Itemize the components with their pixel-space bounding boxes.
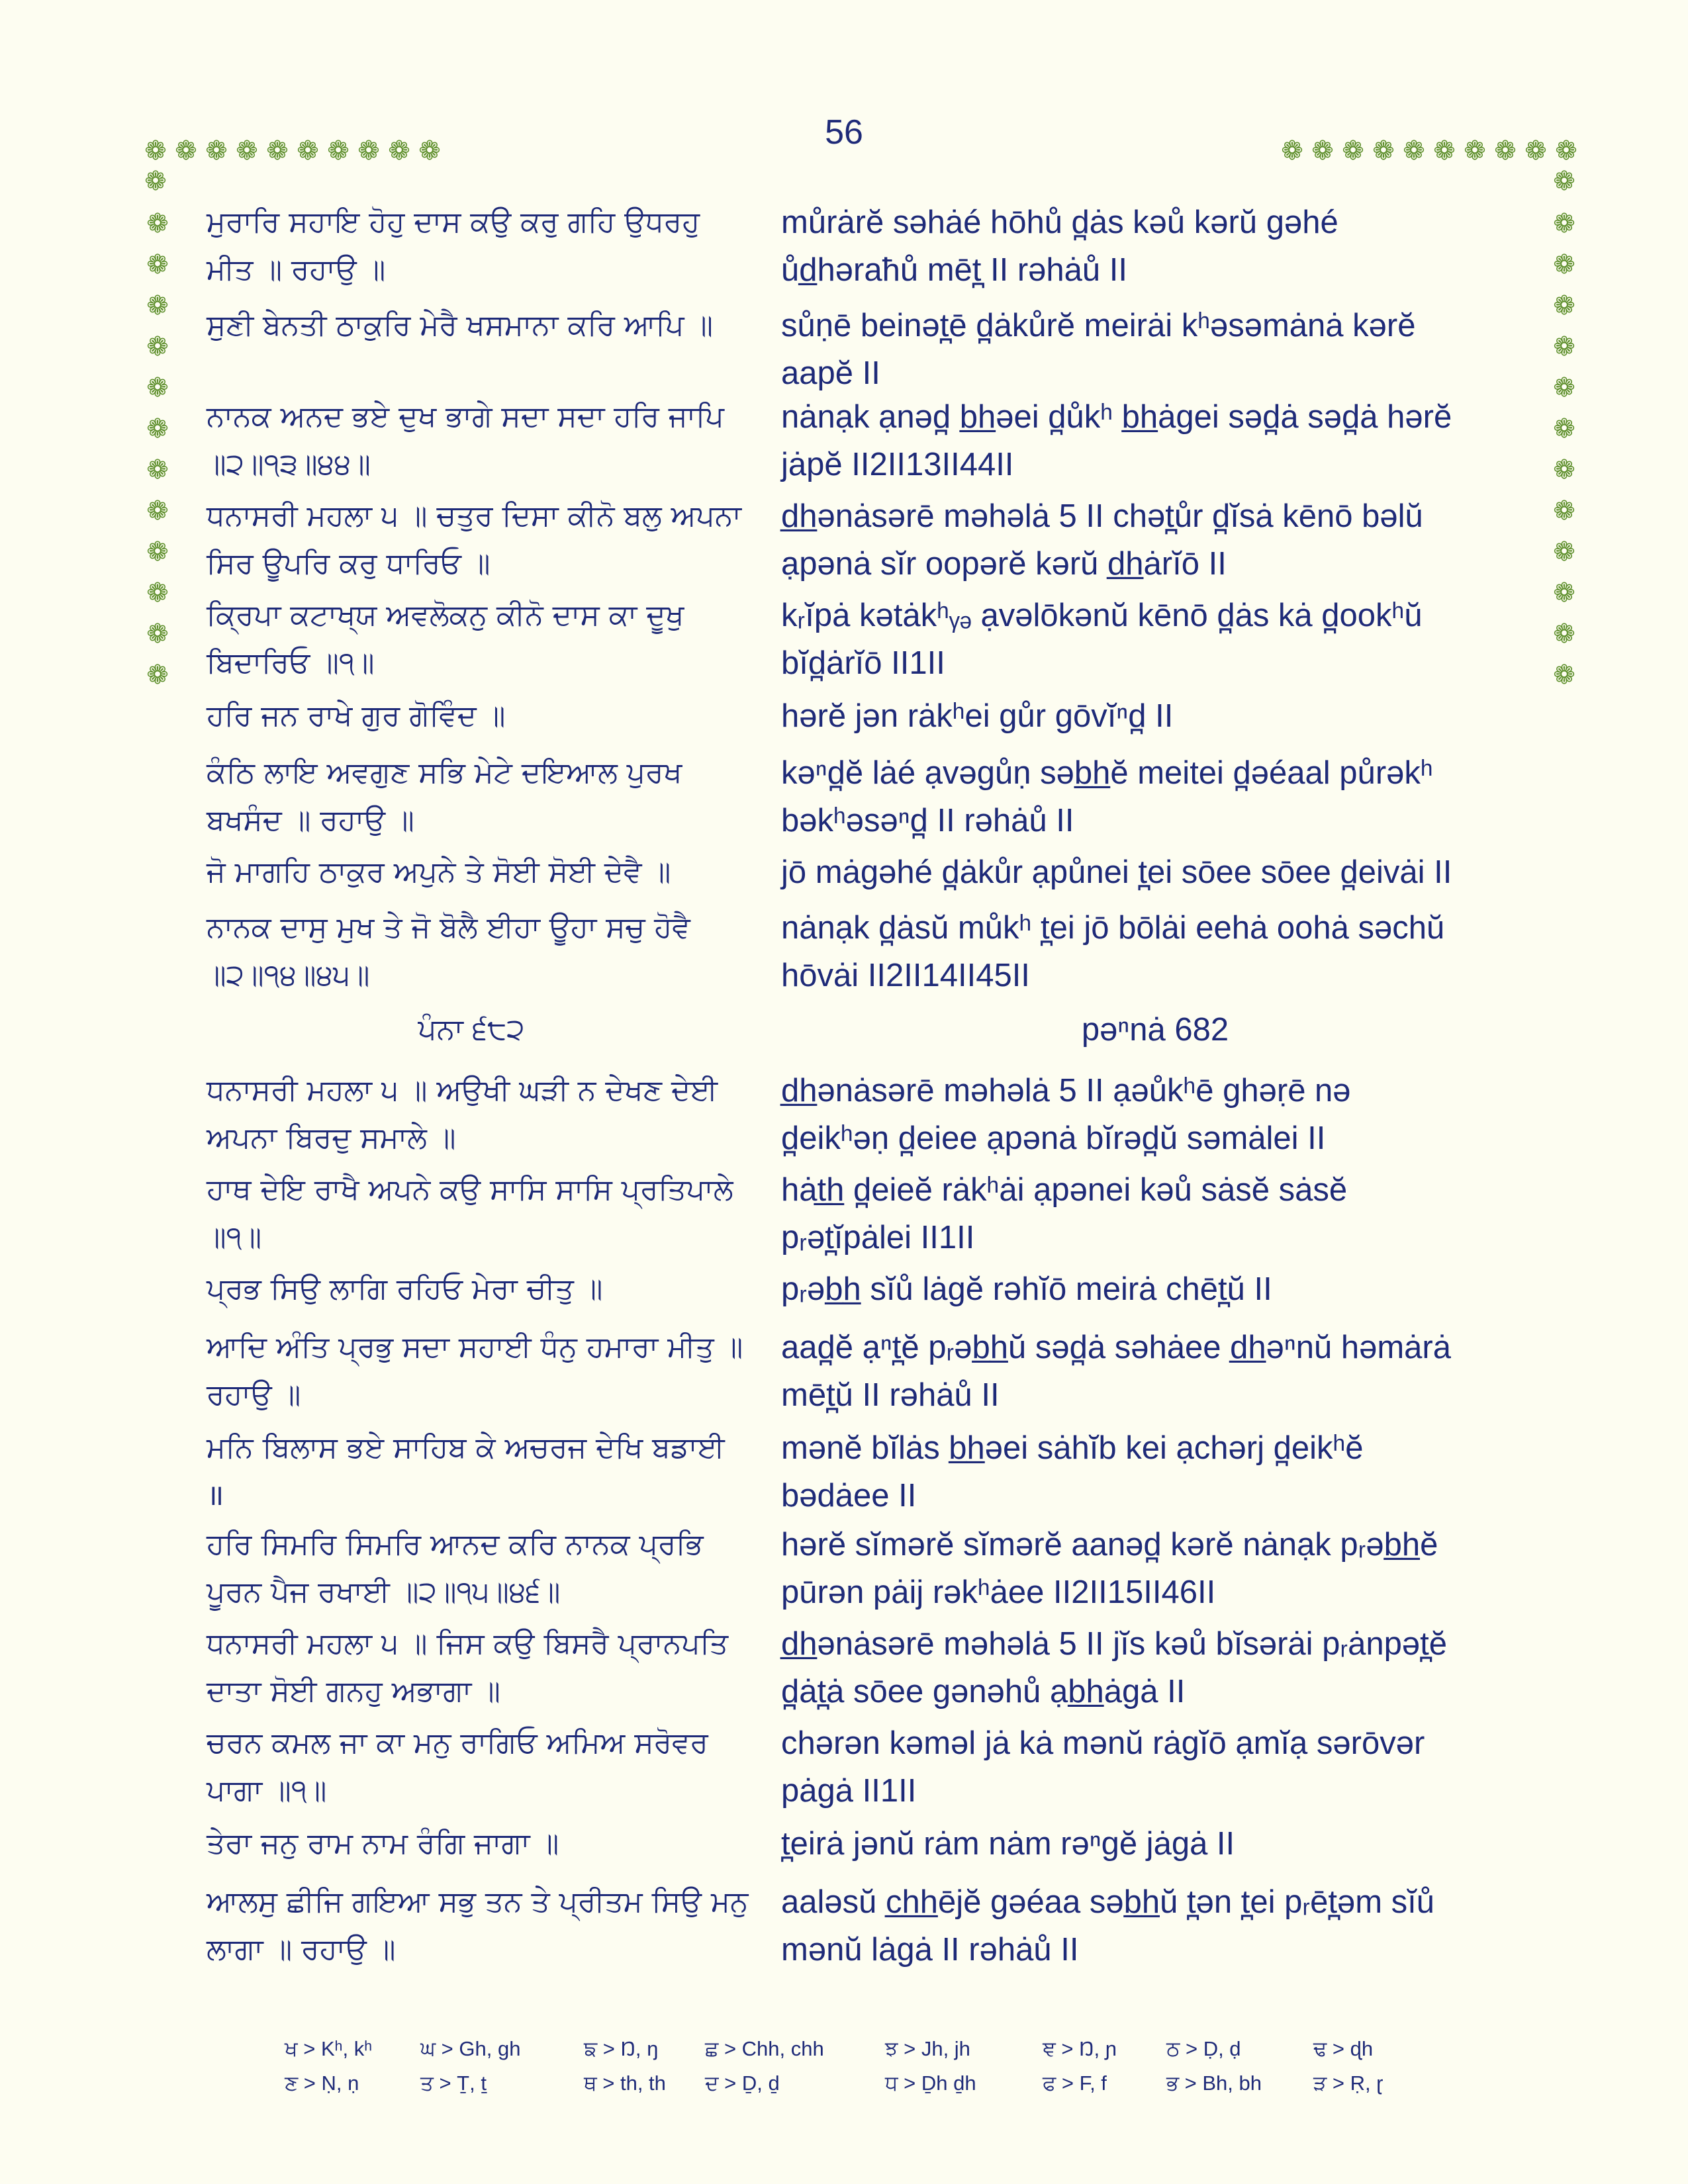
flower-ornament-icon: ❁ [1553, 250, 1575, 280]
transliteration-line: kᵣĭpȧ kətȧkʰᵧₔ ạvəlōkənŭ kēnō d̪ȧs kȧ d̪ookʰŭ [781, 598, 1423, 633]
flower-ornament-icon: ❁ [418, 136, 441, 166]
flower-ornament-icon: ❁ [327, 136, 350, 166]
gurmukhi-line: ਬਖਸੰਦ ॥ ਰਹਾਉ ॥ [207, 803, 414, 837]
key-entry: ਭ > Bh, bh [1166, 2071, 1262, 2095]
gurmukhi-line: ॥੧॥ [207, 1220, 262, 1254]
key-entry: ੜ > Ṛ, ɽ [1313, 2071, 1383, 2095]
transliteration-line: mənŭ lȧgȧ II rəhȧů II [781, 1932, 1079, 1968]
gurmukhi-line: ਰਹਾਉ ॥ [207, 1378, 301, 1412]
transliteration-line: hərĕ sĭmərĕ sĭmərĕ aanəd̪ kərĕ nȧnạk pᵣəb̲h̲ĕ [781, 1527, 1438, 1563]
gurmukhi-line: ਧਨਾਸਰੀ ਮਹਲਾ ੫ ॥ ਚਤੁਰ ਦਿਸਾ ਕੀਨੋ ਬਲੁ ਅਪਨਾ [207, 499, 741, 533]
transliteration-line: d̲h̲ənȧsərē məhəlȧ 5 II ạəůkʰē ghəṛē nə [781, 1073, 1351, 1109]
flower-ornament-icon: ❁ [1553, 208, 1575, 239]
flower-ornament-icon: ❁ [146, 332, 169, 362]
flower-ornament-icon: ❁ [1553, 537, 1575, 567]
gurmukhi-line: ਕ੍ਰਿਪਾ ਕਟਾਖ੍ਯ ਅਵਲੋਕਨੁ ਕੀਨੋ ਦਾਸ ਕਾ ਦੂਖੁ [207, 598, 684, 632]
gurmukhi-line: ਪਾਗਾ ॥੧॥ [207, 1774, 327, 1807]
flower-ornament-icon: ❁ [1524, 136, 1547, 166]
gurmukhi-line: ਹਰਿ ਸਿਮਰਿ ਸਿਮਰਿ ਆਨਦ ਕਰਿ ਨਾਨਕ ਪ੍ਰਭਿ [207, 1527, 704, 1561]
gurmukhi-line: ਨਾਨਕ ਅਨਦ ਭਏ ਦੁਖ ਭਾਗੇ ਸਦਾ ਸਦਾ ਹਰਿ ਜਾਪਿ [207, 400, 724, 433]
flower-ornament-icon: ❁ [1553, 496, 1575, 526]
flower-ornament-icon: ❁ [146, 291, 169, 321]
key-entry: ਥ > th, th [584, 2071, 666, 2095]
transliteration-line: nȧnạk d̪ȧsŭ můkʰ t̪ei jō bōlȧi eehȧ oohȧ səchŭ [781, 910, 1445, 946]
key-entry: ਞ > Ŋ, ɲ [1043, 2037, 1117, 2060]
key-entry: ਫ > F, f [1043, 2071, 1107, 2095]
key-entry: ਧ > Ḏh ḏh [885, 2071, 976, 2095]
transliteration-line: hərĕ jən rȧkʰei gůr gōvĭⁿd̪ II [781, 698, 1174, 734]
gurmukhi-line: ਮੁਰਾਰਿ ਸਹਾਇ ਹੋਹੁ ਦਾਸ ਕਉ ਕਰੁ ਗਹਿ ਉਧਰਹੁ [207, 205, 700, 239]
key-entry: ਢ > ɖh [1313, 2037, 1374, 2060]
gurmukhi-line: ਆਦਿ ਅੰਤਿ ਪ੍ਰਭੁ ਸਦਾ ਸਹਾਈ ਧੰਨੁ ਹਮਾਰਾ ਮੀਤੁ ॥ [207, 1330, 743, 1364]
flower-ornament-icon: ❁ [146, 619, 169, 649]
transliteration-line: pᵣəb̲h̲ sĭů lȧgĕ rəhĭō meirȧ chēt̪ŭ II [781, 1271, 1272, 1307]
flower-ornament-icon: ❁ [1494, 136, 1517, 166]
flower-ornament-icon: ❁ [146, 414, 169, 444]
key-entry: ਣ > Ṇ, ṇ [285, 2071, 359, 2095]
gurmukhi-line: ਮੀਤ ॥ ਰਹਾਉ ॥ [207, 253, 386, 287]
gurmukhi-line: ਆਲਸੁ ਛੀਜਿ ਗਇਆ ਸਭੁ ਤਨ ਤੇ ਪ੍ਰੀਤਮ ਸਿਉ ਮਨੁ [207, 1885, 749, 1919]
transliteration-line: pūrən pȧij rəkʰȧee II2II15II46II [781, 1574, 1216, 1610]
gurmukhi-line: ਹਰਿ ਜਨ ਰਾਖੇ ਗੁਰ ਗੋਵਿੰਦ ॥ [207, 699, 506, 733]
flower-ornament-icon: ❁ [146, 537, 169, 567]
flower-ornament-icon: ❁ [1403, 136, 1425, 166]
flower-ornament-icon: ❁ [1553, 660, 1575, 690]
transliteration-line: jō mȧgəhé d̪ȧkůr ạpůnei t̪ei sōee sōee d̪eivȧi II [781, 854, 1452, 890]
gurmukhi-line: ਮਨਿ ਬਿਲਾਸ ਭਏ ਸਾਹਿਬ ਕੇ ਅਚਰਜ ਦੇਖਿ ਬਡਾਈ [207, 1431, 725, 1465]
transliteration-line: hȧt̲h̲ d̪eieĕ rȧkʰȧi ạpənei kəů sȧsĕ sȧsĕ [781, 1172, 1348, 1208]
transliteration-line: d̲h̲ənȧsərē məhəlȧ 5 II jĭs kəů bĭsərȧi pᵣȧnpət̪ĕ [781, 1626, 1448, 1662]
flower-ornament-icon: ❁ [1372, 136, 1395, 166]
gurmukhi-line: ਸਿਰ ਊਪਰਿ ਕਰੁ ਧਾਰਿਓ ॥ [207, 547, 491, 580]
transliteration-line: d̪ȧt̪ȧ sōee gənəhů ạb̲h̲ȧgȧ II [781, 1674, 1186, 1709]
gurmukhi-line: ਧਨਾਸਰੀ ਮਹਲਾ ੫ ॥ ਜਿਸ ਕਉ ਬਿਸਰੈ ਪ੍ਰਾਨਪਤਿ [207, 1627, 729, 1661]
flower-ornament-icon: ❁ [146, 578, 169, 608]
flower-ornament-icon: ❁ [1553, 166, 1575, 197]
gurmukhi-page-marker: ਪੰਨਾ ੬੮੨ [418, 1013, 525, 1046]
gurmukhi-line: ਅਪਨਾ ਬਿਰਦੁ ਸਮਾਲੇ ॥ [207, 1121, 456, 1155]
flower-ornament-icon: ❁ [357, 136, 380, 166]
transliteration-line: sůṇē beinət̪ē d̪ȧkůrĕ meirȧi kʰəsəmȧnȧ kərĕ [781, 308, 1416, 343]
gurmukhi-line: ਚਰਨ ਕਮਲ ਜਾ ਕਾ ਮਨੁ ਰਾਗਿਓ ਅਮਿਅ ਸਰੋਵਰ [207, 1726, 708, 1760]
key-entry: ਠ > Ḍ, ḍ [1166, 2037, 1241, 2060]
transliteration-line: bəkʰəsəⁿd̪ II rəhȧů II [781, 803, 1074, 839]
gurmukhi-line: ॥ [207, 1479, 224, 1512]
flower-ornament-icon: ❁ [144, 136, 167, 166]
transliteration-line: aapĕ II [781, 355, 880, 391]
gurmukhi-line: ਕੰਠਿ ਲਾਇ ਅਵਗੁਣ ਸਭਿ ਮੇਟੇ ਦਇਆਲ ਪੁਰਖ [207, 756, 682, 790]
transliteration-line: aad̪ĕ ạⁿt̪ĕ pᵣəb̲h̲ŭ səd̪ȧ səhȧee d̲h̲əⁿnŭ həmȧrȧ [781, 1330, 1451, 1365]
flower-ornament-icon: ❁ [1281, 136, 1303, 166]
gurmukhi-line: ॥੨॥੧੪॥੪੫॥ [207, 958, 370, 992]
flower-ornament-icon: ❁ [1553, 455, 1575, 485]
flower-ornament-icon: ❁ [1342, 136, 1364, 166]
flower-ornament-icon: ❁ [388, 136, 410, 166]
flower-ornament-icon: ❁ [1553, 578, 1575, 608]
key-entry: ਘ > Gh, gh [420, 2037, 521, 2060]
flower-ornament-icon: ❁ [297, 136, 319, 166]
flower-ornament-icon: ❁ [1555, 136, 1577, 166]
transliteration-line: bədȧee II [781, 1478, 917, 1514]
key-entry: ਦ > Ḏ, ḏ [705, 2071, 780, 2095]
key-entry: ਤ > Ṯ, ṯ [420, 2071, 487, 2095]
gurmukhi-line: ਸੁਣੀ ਬੇਨਤੀ ਠਾਕੁਰਿ ਮੇਰੈ ਖਸਮਾਨਾ ਕਰਿ ਆਪਿ ॥ [207, 308, 713, 342]
key-entry: ਛ > Chh, chh [705, 2037, 824, 2060]
gurmukhi-line: ਧਨਾਸਰੀ ਮਹਲਾ ੫ ॥ ਅਉਖੀ ਘੜੀ ਨ ਦੇਖਣ ਦੇਈ [207, 1073, 718, 1107]
transliteration-line: t̪eirȧ jənŭ rȧm nȧm rəⁿgĕ jȧgȧ II [781, 1826, 1235, 1862]
flower-ornament-icon: ❁ [175, 136, 197, 166]
gurmukhi-line: ਜੋ ਮਾਗਹਿ ਠਾਕੁਰ ਅਪੁਨੇ ਤੇ ਸੋਈ ਸੋਈ ਦੇਵੈ ॥ [207, 855, 671, 889]
transliteration-line: chərən kəməl jȧ kȧ mənŭ rȧgĭō ạmĭạ sərōvər [781, 1725, 1425, 1761]
gurmukhi-line: ਨਾਨਕ ਦਾਸੁ ਮੁਖ ਤੇ ਜੋ ਬੋਲੈ ਈਹਾ ਊਹਾ ਸਚੁ ਹੋਵੈ [207, 911, 690, 944]
transliteration-line: hōvȧi II2II14II45II [781, 958, 1030, 993]
flower-ornament-icon: ❁ [146, 250, 169, 280]
flower-ornament-icon: ❁ [1553, 414, 1575, 444]
flower-ornament-icon: ❁ [1464, 136, 1486, 166]
gurmukhi-line: ਤੇਰਾ ਜਨੁ ਰਾਮ ਨਾਮ ਰੰਗਿ ਜਾਗਾ ॥ [207, 1827, 559, 1860]
flower-ornament-icon: ❁ [146, 496, 169, 526]
transliteration-line: d̲h̲ənȧsərē məhəlȧ 5 II chət̪ůr d̪ĭsȧ kēnō bəlŭ [781, 498, 1423, 534]
gurmukhi-line: ਹਾਥ ਦੇਇ ਰਾਖੈ ਅਪਨੇ ਕਉ ਸਾਸਿ ਸਾਸਿ ਪ੍ਰਤਿਪਾਲੇ [207, 1173, 733, 1206]
flower-ornament-icon: ❁ [146, 660, 169, 690]
transliteration-line: ůd̲həraħů mēt̪ II rəhȧů II [781, 252, 1127, 288]
flower-ornament-icon: ❁ [146, 373, 169, 403]
flower-ornament-icon: ❁ [1553, 373, 1575, 403]
transliteration-line: d̪eikʰəṇ d̪eiee ạpənȧ bĭrəd̪ŭ səmȧlei II [781, 1120, 1326, 1156]
transliteration-line: můrȧrĕ səhȧé hōhů d̪ȧs kəů kərŭ gəhé [781, 205, 1338, 240]
transliteration-line: pȧgȧ II1II [781, 1773, 917, 1809]
transliteration-line: ạpənȧ sĭr oopərĕ kərŭ d̲h̲ȧrĭō II [781, 546, 1227, 582]
key-entry: ਖ > Kʰ, kʰ [285, 2037, 373, 2060]
page-number: 56 [825, 113, 863, 152]
flower-ornament-icon: ❁ [1553, 332, 1575, 362]
transliteration-line: jȧpĕ II2II13II44II [781, 447, 1014, 482]
gurmukhi-line: ਪ੍ਰਭ ਸਿਉ ਲਾਗਿ ਰਹਿਓ ਮੇਰਾ ਚੀਤੁ ॥ [207, 1272, 603, 1306]
transliteration-line: mənĕ bĭlȧs b̲h̲əei sȧhĭb kei ạchərj d̪eikʰĕ [781, 1430, 1364, 1466]
transliteration-line: bĭd̪ȧrĭō II1II [781, 645, 945, 681]
gurmukhi-line: ਬਿਦਾਰਿਓ ॥੧॥ [207, 646, 375, 680]
transliteration-line: mēt̪ŭ II rəhȧů II [781, 1377, 1000, 1413]
key-entry: ਙ > Ŋ, ŋ [584, 2037, 659, 2060]
gurmukhi-line: ਪੂਰਨ ਪੈਜ ਰਖਾਈ ॥੨॥੧੫॥੪੬॥ [207, 1575, 561, 1609]
transliteration-line: nȧnạk ạnəd̪ b̲h̲əei d̪ůkʰ b̲h̲ȧgei səd̪ȧ səd̪ȧ hərĕ [781, 399, 1452, 435]
flower-ornament-icon: ❁ [1311, 136, 1334, 166]
transliteration-line: pᵣət̪ĭpȧlei II1II [781, 1220, 975, 1255]
flower-ornament-icon: ❁ [266, 136, 289, 166]
flower-ornament-icon: ❁ [146, 455, 169, 485]
key-entry: ਝ > Jh, jh [885, 2037, 970, 2060]
flower-ornament-icon: ❁ [146, 208, 169, 239]
flower-ornament-icon: ❁ [1553, 619, 1575, 649]
gurmukhi-line: ॥੨॥੧੩॥੪੪॥ [207, 447, 371, 481]
transliteration-line: aaləsŭ c̲h̲h̲ējĕ gəéaa səb̲h̲ŭ t̪ən t̪ei pᵣēt̪əm sĭů [781, 1884, 1435, 1920]
flower-ornament-icon: ❁ [1433, 136, 1456, 166]
transliteration-line: kəⁿd̪ĕ lȧé ạvəgůṇ səb̲h̲ĕ meitei d̪əéaal půrəkʰ [781, 755, 1433, 791]
flower-ornament-icon: ❁ [144, 166, 167, 197]
flower-ornament-icon: ❁ [236, 136, 258, 166]
gurmukhi-line: ਲਾਗਾ ॥ ਰਹਾਉ ॥ [207, 1933, 396, 1966]
gurmukhi-line: ਦਾਤਾ ਸੋਈ ਗਨਹੁ ਅਭਾਗਾ ॥ [207, 1674, 500, 1708]
roman-page-marker: pəⁿnȧ 682 [1081, 1012, 1229, 1048]
flower-ornament-icon: ❁ [1553, 291, 1575, 321]
flower-ornament-icon: ❁ [205, 136, 228, 166]
